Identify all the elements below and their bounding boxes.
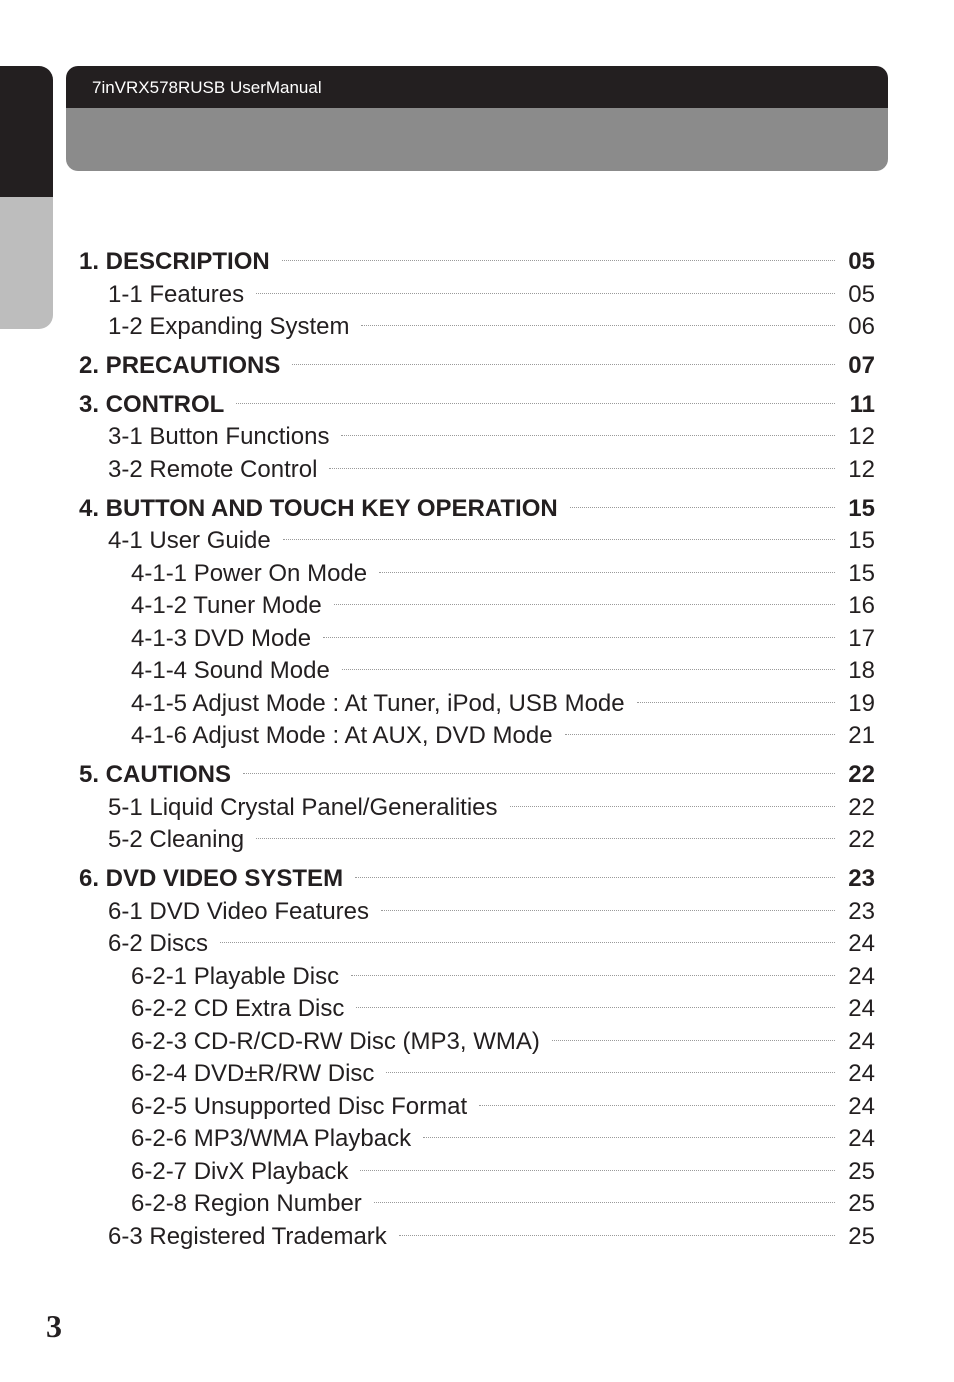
toc-entry-page: 12 — [848, 456, 875, 483]
toc-entry[interactable] — [108, 423, 875, 451]
toc-entry-page: 24 — [848, 963, 875, 990]
toc-entry-title: 6-1 DVD Video Features — [108, 898, 370, 925]
toc-entry[interactable] — [79, 865, 875, 893]
dot-leader — [565, 734, 835, 735]
dot-leader — [379, 572, 835, 573]
toc-entry-title: 5-2 Cleaning — [108, 826, 245, 853]
toc-entry-page: 23 — [848, 865, 875, 892]
toc-entry-title: 4. BUTTON AND TOUCH KEY OPERATION — [79, 495, 558, 522]
toc-entry[interactable] — [131, 1028, 875, 1056]
toc-entry-title: 6-2-7 DivX Playback — [131, 1158, 349, 1185]
toc-entry-page: 25 — [848, 1190, 875, 1217]
toc-entry[interactable] — [131, 1190, 875, 1218]
toc-entry-page: 19 — [848, 690, 875, 717]
toc-entry-title: 3. CONTROL — [79, 391, 225, 418]
dot-leader — [243, 773, 835, 774]
toc-entry-title: 4-1-6 Adjust Mode : At AUX, DVD Mode — [131, 722, 553, 749]
dot-leader — [220, 942, 835, 943]
toc-entry-title: 6-2-5 Unsupported Disc Format — [131, 1093, 468, 1120]
side-tab-dark — [0, 66, 53, 197]
dot-leader — [323, 637, 835, 638]
toc-entry-page: 06 — [848, 313, 875, 340]
dot-leader — [283, 539, 835, 540]
toc-entry-title: 3-1 Button Functions — [108, 423, 330, 450]
toc-entry-page: 05 — [848, 281, 875, 308]
toc-entry-page: 22 — [848, 826, 875, 853]
dot-leader — [256, 293, 835, 294]
dot-leader — [342, 669, 835, 670]
toc-entry-page: 05 — [848, 248, 875, 275]
toc-entry-page: 12 — [848, 423, 875, 450]
toc-entry-title: 5. CAUTIONS — [79, 761, 232, 788]
side-tab-gray — [0, 197, 53, 329]
header-gray-band — [66, 108, 888, 171]
toc-entry[interactable] — [79, 248, 875, 276]
toc-entry-title: 6-2-2 CD Extra Disc — [131, 995, 345, 1022]
toc-entry-page: 24 — [848, 1093, 875, 1120]
toc-entry-page: 15 — [848, 560, 875, 587]
toc-entry-page: 07 — [848, 352, 875, 379]
toc-entry-title: 6. DVD VIDEO SYSTEM — [79, 865, 344, 892]
dot-leader — [282, 260, 835, 261]
toc-entry-title: 4-1 User Guide — [108, 527, 271, 554]
toc-entry-title: 6-2-6 MP3/WMA Playback — [131, 1125, 412, 1152]
toc-entry[interactable] — [131, 690, 875, 718]
toc-entry[interactable] — [131, 995, 875, 1023]
toc-entry-title: 4-1-2 Tuner Mode — [131, 592, 322, 619]
toc-entry[interactable] — [131, 1093, 875, 1121]
dot-leader — [329, 468, 835, 469]
toc-entry-page: 15 — [848, 527, 875, 554]
toc-entry-page: 22 — [848, 794, 875, 821]
toc-entry-title: 6-2 Discs — [108, 930, 209, 957]
toc-entry[interactable] — [108, 1223, 875, 1251]
toc-entry-page: 24 — [848, 1028, 875, 1055]
toc-entry[interactable] — [131, 1158, 875, 1186]
toc-entry-title: 3-2 Remote Control — [108, 456, 318, 483]
dot-leader — [341, 435, 835, 436]
toc-entry[interactable] — [131, 592, 875, 620]
manual-title: 7inVRX578RUSB UserManual — [92, 78, 322, 97]
toc-entry[interactable] — [108, 930, 875, 958]
dot-leader — [637, 702, 835, 703]
toc-entry-title: 1-2 Expanding System — [108, 313, 350, 340]
toc-entry[interactable] — [108, 313, 875, 341]
dot-leader — [570, 507, 835, 508]
dot-leader — [510, 806, 835, 807]
toc-entry-title: 6-2-3 CD-R/CD-RW Disc (MP3, WMA) — [131, 1028, 540, 1055]
dot-leader — [374, 1202, 835, 1203]
toc-entry[interactable] — [131, 560, 875, 588]
toc-entry[interactable] — [79, 495, 875, 523]
dot-leader — [334, 604, 835, 605]
dot-leader — [355, 877, 835, 878]
toc-entry[interactable] — [131, 657, 875, 685]
dot-leader — [361, 325, 835, 326]
toc-entry-page: 21 — [848, 722, 875, 749]
toc-entry[interactable] — [79, 352, 875, 380]
toc-entry-page: 15 — [848, 495, 875, 522]
dot-leader — [356, 1007, 835, 1008]
toc-entry-title: 5-1 Liquid Crystal Panel/Generalities — [108, 794, 498, 821]
toc-entry[interactable] — [131, 1060, 875, 1088]
toc-entry-page: 16 — [848, 592, 875, 619]
toc-entry[interactable] — [108, 794, 875, 822]
toc-entry-title: 1. DESCRIPTION — [79, 248, 270, 275]
header-top-bar — [66, 66, 888, 108]
toc-entry[interactable] — [79, 391, 875, 419]
toc-entry-page: 18 — [848, 657, 875, 684]
toc-entry-title: 4-1-5 Adjust Mode : At Tuner, iPod, USB Mode — [131, 690, 625, 717]
toc-entry-page: 25 — [848, 1158, 875, 1185]
toc-entry-page: 24 — [848, 1060, 875, 1087]
toc-entry-page: 23 — [848, 898, 875, 925]
toc-entry-page: 24 — [848, 930, 875, 957]
toc-entry[interactable] — [108, 281, 875, 309]
dot-leader — [236, 403, 835, 404]
toc-entry[interactable] — [131, 625, 875, 653]
toc-entry-page: 11 — [849, 391, 875, 418]
dot-leader — [479, 1105, 835, 1106]
toc-entry-title: 6-2-1 Playable Disc — [131, 963, 340, 990]
dot-leader — [386, 1072, 835, 1073]
toc-entry[interactable] — [108, 826, 875, 854]
page-number: 3 — [46, 1308, 62, 1344]
dot-leader — [360, 1170, 835, 1171]
header-banner — [66, 66, 888, 171]
toc-entry[interactable] — [131, 722, 875, 750]
toc-entry[interactable] — [108, 456, 875, 484]
toc-entry-page: 17 — [848, 625, 875, 652]
toc-entry-page: 25 — [848, 1223, 875, 1250]
toc-entry-title: 6-2-4 DVD±R/RW Disc — [131, 1060, 375, 1087]
toc-entry[interactable] — [131, 1125, 875, 1153]
dot-leader — [552, 1040, 835, 1041]
toc-entry[interactable] — [108, 527, 875, 555]
toc-entry[interactable] — [131, 963, 875, 991]
toc-entry-title: 4-1-4 Sound Mode — [131, 657, 330, 684]
dot-leader — [351, 975, 835, 976]
toc-entry-title: 6-2-8 Region Number — [131, 1190, 362, 1217]
dot-leader — [292, 364, 835, 365]
toc-entry-page: 24 — [848, 995, 875, 1022]
dot-leader — [399, 1235, 835, 1236]
dot-leader — [423, 1137, 835, 1138]
toc-entry-page: 22 — [848, 761, 875, 788]
toc-entry-title: 2. PRECAUTIONS — [79, 352, 281, 379]
dot-leader — [256, 838, 835, 839]
dot-leader — [381, 910, 835, 911]
toc-entry-page: 24 — [848, 1125, 875, 1152]
toc-entry-title: 1-1 Features — [108, 281, 245, 308]
toc-entry[interactable] — [79, 761, 875, 789]
toc-entry[interactable] — [108, 898, 875, 926]
toc-entry-title: 4-1-1 Power On Mode — [131, 560, 368, 587]
toc-entry-title: 6-3 Registered Trademark — [108, 1223, 387, 1250]
toc-entry-title: 4-1-3 DVD Mode — [131, 625, 312, 652]
